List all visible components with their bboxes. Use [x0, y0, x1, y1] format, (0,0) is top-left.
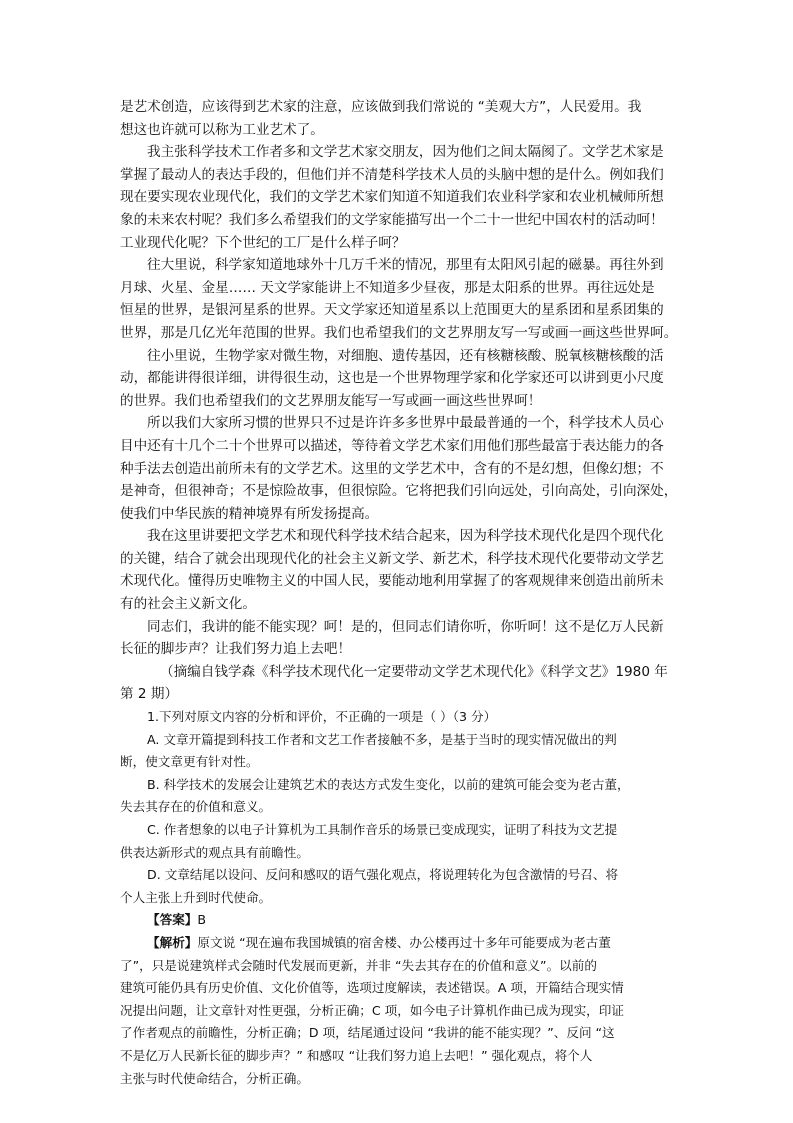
- analysis-line: 了”，只是说建筑样式会随时代发展而更新，并非 “失去其存在的价值和意义”。以前的: [120, 957, 597, 973]
- text-line: 我在这里讲要把文学艺术和现代科学技术结合起来，因为科学技术现代化是四个现代化: [147, 528, 664, 545]
- text-line: 是神奇，但很神奇；不是惊险故事，但很惊险。它将把我们引向远处，引向高处，引向深处，: [120, 483, 678, 500]
- article-body: [120, 96, 680, 706]
- answer-label: 【答案】: [147, 912, 198, 928]
- text-line: 有的社会主义新文化。: [120, 596, 256, 613]
- text-line: 动，都能讲得很详细，讲得很生动，这也是一个世界物理学家和化学家还可以讲到更小尺度: [120, 370, 664, 387]
- question-stem: 1.下列对原文内容的分析和评价，不正确的一项是（ ）（3 分）: [147, 709, 497, 725]
- analysis-line: 了作者观点的前瞻性，分析正确；D 项，结尾通过设问 “我讲的能不能实现？”、反问 “这: [120, 1025, 615, 1041]
- text-line: 掌握了最动人的表达手段的，但他们并不清楚科学技术人员的头脑中想的是什么。例如我们: [120, 166, 664, 183]
- analysis-line: [120, 932, 680, 955]
- analysis-line: 不是亿万人民新长征的脚步声？” 和感叹 “让我们努力追上去吧！” 强化观点，将个人: [120, 1047, 593, 1063]
- source-citation: [120, 661, 680, 706]
- text-line: 长征的脚步声？让我们努力追上去吧！: [120, 641, 352, 658]
- text-line: 往大里说，科学家知道地球外十几万千米的情况，那里有太阳风引起的磁暴。再往外到: [147, 257, 664, 274]
- text-line: 现在要实现农业现代化，我们的文学艺术家们知道不知道我们农业科学家和农业机械师所想: [120, 189, 664, 206]
- option-line: A. 文章开篇提到科技工作者和文艺工作者接触不多，是基于当时的现实情况做出的判: [147, 731, 617, 747]
- analysis-label: 【解析】: [147, 934, 198, 950]
- paragraph-3: [120, 254, 680, 344]
- text-line: 术现代化。懂得历史唯物主义的中国人民，要能动地利用掌握了的客观规律来创造出前所未: [120, 573, 664, 590]
- answer-value: B: [197, 912, 207, 928]
- question-block: [120, 706, 680, 1090]
- document-page: [120, 96, 680, 1090]
- analysis-line: 主张与时代使命结合，分析正确。: [120, 1070, 309, 1086]
- text-line: 目中还有十几个二十个世界可以描述，等待着文学艺术家们用他们那些最富于表达能力的各: [120, 437, 664, 454]
- option-line: 失去其存在的价值和意义。: [120, 799, 272, 815]
- paragraph-5: [120, 412, 680, 525]
- paragraph-6: [120, 525, 680, 615]
- text-line: 想这也许就可以称为工业艺术了。: [120, 121, 324, 138]
- answer-line: [120, 909, 680, 932]
- text-line: 所以我们大家所习惯的世界只不过是许许多多世界中最最普通的一个，科学技术人员心: [147, 415, 664, 432]
- paragraph-1: [120, 96, 680, 141]
- text-line: 月球、火星、金星…… 天文学家能讲上不知道多少昼夜，那是太阳系的世界。再往远处是: [120, 279, 655, 296]
- text-line: 同志们，我讲的能不能实现？呵！是的，但同志们请你听，你听呵！这不是亿万人民新: [147, 618, 664, 635]
- text-line: 象的未来农村呢？我们多么希望我们的文学家能描写出一个二十一世纪中国农村的活动呵！: [120, 211, 664, 228]
- text-line: 世界，那是几亿光年范围的世界。我们也希望我们的文艺界朋友写一写或画一画这些世界呵。: [120, 324, 678, 341]
- text-line: 第 2 期）: [120, 686, 179, 703]
- option-b: [120, 774, 680, 819]
- text-line: 恒星的世界，是银河星系的世界。天文学家还知道星系以上范围更大的星系团和星系团集的: [120, 302, 664, 319]
- paragraph-2: [120, 141, 680, 254]
- text-line: 是艺术创造，应该得到艺术家的注意，应该做到我们常说的 “美观大方”，人民爱用。我: [120, 99, 642, 115]
- option-a: [120, 729, 680, 774]
- option-line: C. 作者想象的以电子计算机为工具制作音乐的场景已变成现实，证明了科技为文艺提: [147, 822, 618, 837]
- text-line: 的关键，结合了就会出现现代化的社会主义新文学、新艺术，科学技术现代化要带动文学艺: [120, 550, 664, 567]
- option-line: 断，使文章更有针对性。: [120, 754, 259, 770]
- option-c: [120, 819, 680, 864]
- option-line: 供表达新形式的观点具有前瞻性。: [120, 844, 309, 860]
- text-line: （摘编自钱学森《科学技术现代化一定要带动文学艺术现代化》《科学文艺》1980 年: [160, 663, 668, 680]
- text-line: 工业现代化呢？下个世纪的工厂是什么样子呵？: [120, 234, 406, 251]
- analysis-line: 况提出问题，让文章针对性更强，分析正确；C 项，如今电子计算机作曲已成为现实，印证: [120, 1002, 624, 1018]
- option-line: D. 文章结尾以设问、反问和感叹的语气强化观点，将说理转化为包含激情的号召、将: [147, 867, 619, 883]
- option-line: 个人主张上升到时代使命。: [120, 889, 272, 905]
- text-line: 我主张科学技术工作者多和文学艺术家交朋友，因为他们之间太隔阂了。文学艺术家是: [147, 144, 664, 161]
- option-line: B. 科学技术的发展会让建筑艺术的表达方式发生变化，以前的建筑可能会变为老古董，: [147, 776, 630, 792]
- analysis-line: 建筑可能仍具有历史价值、文化价值等，选项过度解读，表述错误。A 项，开篇结合现实情: [120, 980, 624, 996]
- analysis-block: [120, 932, 680, 1090]
- paragraph-7: [120, 616, 680, 661]
- option-d: [120, 864, 680, 909]
- text-line: 使我们中华民族的精神境界有所发扬提高。: [120, 505, 379, 522]
- analysis-text: 原文说 “现在遍布我国城镇的宿舍楼、办公楼再过十多年可能要成为老古董: [197, 934, 611, 950]
- text-line: 的世界。我们也希望我们的文艺界朋友能写一写或画一画这些世界呵！: [120, 392, 542, 409]
- text-line: 种手法去创造出前所未有的文学艺术。这里的文学艺术中，含有的不是幻想，但像幻想；不: [120, 460, 664, 477]
- paragraph-4: [120, 345, 680, 413]
- text-line: 往小里说，生物学家对微生物，对细胞、遗传基因，还有核糖核酸、脱氧核糖核酸的活: [147, 347, 664, 364]
